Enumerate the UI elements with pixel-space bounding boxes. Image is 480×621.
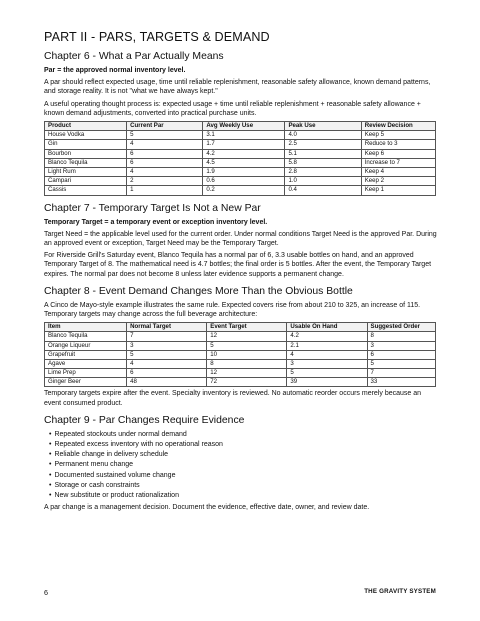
table-cell: Gin [45,140,127,149]
table-cell: 0.4 [285,186,361,195]
table-cell: 5 [367,359,435,368]
table-cell: 3 [367,341,435,350]
table-cell: Agave [45,359,127,368]
table-row [45,350,436,359]
list-item: • Repeated excess inventory with no operational reason [49,440,439,450]
table-cell: 5.1 [285,149,361,158]
event-target-table [44,322,436,387]
table-cell: 10 [207,350,287,359]
chapter-6-title: Chapter 6 - What a Par Actually Means [44,51,224,62]
chapter-9-paragraph-1: A par change is a management decision. Document the evidence, effective date, owner, and review date. [44,504,370,512]
table-row [45,131,436,140]
table-cell: Bourbon [45,149,127,158]
temporary-target-definition: Temporary Target = a temporary event or exception inventory level. [44,218,268,226]
table-cell: 48 [127,378,207,387]
chapter-6-paragraph-2: A useful operating thought process is: expected usage + time until reliable replenishment + reasonable safety allowance + known demand adjustments, converted into practical purchase units. [44,100,421,117]
table-cell: 3.1 [203,131,285,140]
table-cell: 5 [287,369,367,378]
column-header: Normal Target [127,323,207,332]
list-item: • New substitute or product rationalization [49,491,439,501]
table-cell: 5.8 [285,158,361,167]
table-row [45,177,436,186]
table-cell: 7 [127,332,207,341]
table-cell: 6 [127,149,203,158]
column-header: Current Par [127,122,203,131]
chapter-6 [44,51,439,196]
table-row [45,149,436,158]
table-cell: 4.2 [203,149,285,158]
table-row [45,167,436,176]
column-header: Item [45,323,127,332]
footer-brand: THE GRAVITY SYSTEM [364,588,436,595]
table-cell: 4.2 [287,332,367,341]
chapter-7-paragraph-2: For Riverside Grill's Saturday event, Blanco Tequila has a normal par of 6, 3.3 usable bottles on hand, and an approved Temporary Target of 8. The mathematical need is 4.7 bottles; the final order is 5 bottles. After the event, the Temporary Target expires. The normal par does not become 8 unless later evidence supports a permanent change. [44,252,432,278]
table-cell: Ginger Beer [45,378,127,387]
table-cell: Cassis [45,186,127,195]
table-cell: 6 [127,158,203,167]
list-item: • Documented sustained volume change [49,471,439,481]
table-cell: 8 [207,359,287,368]
table-row [45,359,436,368]
table-row [45,341,436,350]
table-header-row [45,323,436,332]
table-cell: 7 [367,369,435,378]
table-cell: 33 [367,378,435,387]
table-cell: 0.6 [203,177,285,186]
par-definition: Par = the approved normal inventory level. [44,67,186,74]
table-cell: 5 [127,350,207,359]
table-cell: Campari [45,177,127,186]
column-header: Usable On Hand [287,323,367,332]
column-header: Peak Use [285,122,361,131]
table-cell: 39 [287,378,367,387]
table-cell: 2.8 [285,167,361,176]
chapter-7-title: Chapter 7 - Temporary Target Is Not a New Par [44,202,261,214]
table-cell: 1.7 [203,140,285,149]
chapter-8-paragraph-1: A Cinco de Mayo-style example illustrates the same rule. Expected covers rise from about 210 to 325, an increase of 115. Temporary targets may change across the full beverage architecture: [44,301,421,318]
chapter-8-paragraph-2: Temporary targets expire after the event. Specialty inventory is reviewed. No automatic reorder occurs merely because an event consumed product. [44,390,422,407]
column-header: Review Decision [361,122,435,131]
table-row [45,378,436,387]
table-cell: Blanco Tequila [45,332,127,341]
table-cell: 2 [127,177,203,186]
chapter-8-title: Chapter 8 - Event Demand Changes More Than the Obvious Bottle [44,285,353,297]
table-row [45,186,436,195]
table-cell: 4.5 [203,158,285,167]
table-cell: 4 [127,167,203,176]
table-cell: Increase to 7 [361,158,435,167]
list-item: • Reliable change in delivery schedule [49,450,439,460]
table-cell: House Vodka [45,131,127,140]
page-number: 6 [44,588,48,597]
table-cell: 6 [127,369,207,378]
table-cell: 1.0 [285,177,361,186]
chapter-7-paragraph-1: Target Need = the applicable level used for the current order. Under normal conditions Target Need is the approved Par. During an approved event or exception, Target Need may be the Temporary Target. [44,230,437,247]
table-cell: Orange Liqueur [45,341,127,350]
table-cell: 1 [127,186,203,195]
table-cell: 8 [367,332,435,341]
table-cell: 2.5 [285,140,361,149]
table-cell: Keep 2 [361,177,435,186]
table-cell: Reduce to 3 [361,140,435,149]
table-cell: 4 [127,359,207,368]
table-cell: Keep 1 [361,186,435,195]
column-header: Suggested Order [367,323,435,332]
column-header: Event Target [207,323,287,332]
table-cell: 1.9 [203,167,285,176]
table-cell: 5 [127,131,203,140]
table-cell: Lime Prep [45,369,127,378]
table-cell: 12 [207,332,287,341]
table-row [45,140,436,149]
evidence-list [44,430,439,501]
table-cell: 4 [287,350,367,359]
chapter-6-paragraph-1: A par should reflect expected usage, time until reliable replenishment, reasonable safety allowance, known demand patterns, and storage reality. It is not "what we have always kept." [44,79,431,96]
table-cell: 12 [207,369,287,378]
table-cell: 2.1 [287,341,367,350]
table-cell: Light Rum [45,167,127,176]
column-header: Avg Weekly Use [203,122,285,131]
part-title: PART II - PARS, TARGETS & DEMAND [44,30,270,44]
table-cell: 3 [127,341,207,350]
table-header-row [45,122,436,131]
table-cell: 4.0 [285,131,361,140]
list-item: • Repeated stockouts under normal demand [49,430,439,440]
document-page [44,30,439,515]
table-cell: Blanco Tequila [45,158,127,167]
table-cell: Keep 4 [361,167,435,176]
column-header: Product [45,122,127,131]
table-cell: Keep 5 [361,131,435,140]
table-cell: 6 [367,350,435,359]
table-cell: 4 [127,140,203,149]
table-cell: 3 [287,359,367,368]
table-cell: 0.2 [203,186,285,195]
table-cell: 5 [207,341,287,350]
list-item: • Storage or cash constraints [49,481,439,491]
chapter-8 [44,286,439,408]
table-row [45,332,436,341]
chapter-7 [44,203,439,279]
par-review-table [44,121,436,196]
table-cell: Keep 6 [361,149,435,158]
list-item: • Permanent menu change [49,460,439,470]
chapter-9-title: Chapter 9 - Par Changes Require Evidence [44,414,245,426]
table-cell: Grapefruit [45,350,127,359]
table-cell: 72 [207,378,287,387]
table-row [45,369,436,378]
chapter-9 [44,415,439,513]
table-row [45,158,436,167]
